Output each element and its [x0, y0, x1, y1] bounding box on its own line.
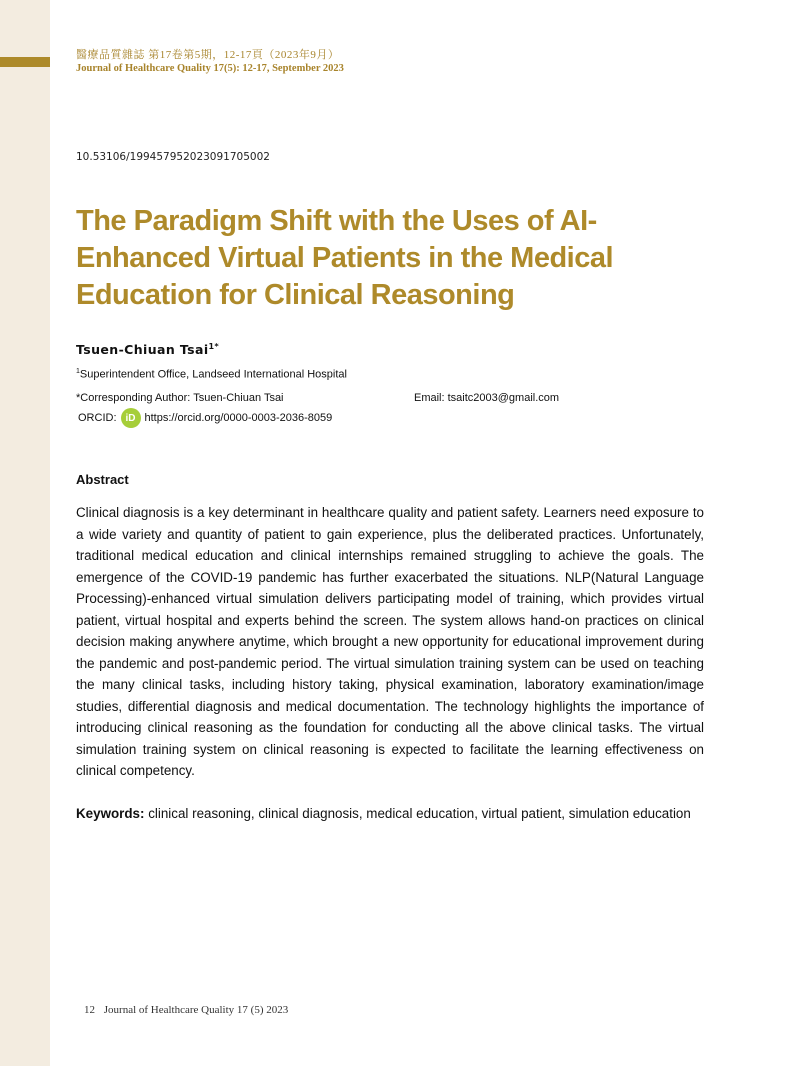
- doi: 10.53106/199457952023091705002: [76, 151, 270, 163]
- journal-citation-en: Journal of Healthcare Quality 17(5): 12-17, September 2023: [76, 63, 344, 74]
- keywords-label: Keywords:: [76, 806, 145, 821]
- author-line: [76, 342, 219, 357]
- corresponding-author: [76, 392, 284, 404]
- journal-header: [76, 48, 576, 75]
- corresponding-mark: *: [76, 392, 81, 404]
- affiliation: [76, 368, 347, 381]
- orcid-link[interactable]: https://orcid.org/0000-0003-2036-8059: [144, 412, 333, 424]
- article-title: The Paradigm Shift with the Uses of AI-Enhanced Virtual Patients in the Medical Education for Clinical Reasoning: [76, 205, 614, 311]
- header-accent-bar: [0, 57, 50, 67]
- page-number: 12: [84, 1004, 95, 1016]
- author-email: Email: tsaitc2003@gmail.com: [414, 392, 560, 404]
- journal-citation-zh: 醫療品質雜誌 第17卷第5期，12-17頁（2023年9月）: [76, 49, 340, 61]
- affiliation-text: Superintendent Office, Landseed International Hospital: [79, 368, 347, 381]
- abstract-heading: Abstract: [76, 472, 129, 487]
- keywords-text: clinical reasoning, clinical diagnosis, medical education, virtual patient, simulation education: [148, 806, 691, 821]
- abstract-body: Clinical diagnosis is a key determinant in healthcare quality and patient safety. Learners need exposure to a wide variety and quantity of patient to gain experience, plus the deliberated practices. Unfortunately, traditional medical education and clinical internships remained struggling to achieve the goals. The emergence of the COVID-19 pandemic has further exacerbated the situations. NLP(Natural Language Processing)-enhanced virtual simulation delivers participating model of training, which provides virtual patient, virtual hospital and experts behind the screen. The system allows hand-on practices on clinical decision making anywhere anytime, which brought a new opportunity for educational improvement during the pandemic and post-pandemic period. The virtual simulation training system can be used on teaching the many clinical tasks, including history taking, physical examination, laboratory examination/image studies, differential diagnosis and medical documentation. The technology highlights the importance of introducing clinical reasoning as the foundation for conducting all the above clinical tasks. The virtual simulation training system on clinical reasoning is expected to facilitate the learning effectiveness on clinical competency.: [76, 505, 704, 778]
- orcid-row: [78, 408, 332, 428]
- orcid-icon[interactable]: iD: [121, 408, 141, 428]
- corresponding-text: Corresponding Author: Tsuen-Chiuan Tsai: [80, 392, 284, 404]
- orcid-label: ORCID:: [78, 412, 117, 424]
- page-margin-band: [0, 0, 50, 1066]
- keywords: [76, 803, 704, 825]
- footer-journal: Journal of Healthcare Quality 17 (5) 2023: [103, 1004, 289, 1016]
- author-name: Tsuen-Chiuan Tsai: [76, 342, 209, 358]
- affiliation-mark: 1: [76, 368, 80, 375]
- page-footer: [84, 1004, 288, 1016]
- author-marks: 1*: [208, 342, 220, 351]
